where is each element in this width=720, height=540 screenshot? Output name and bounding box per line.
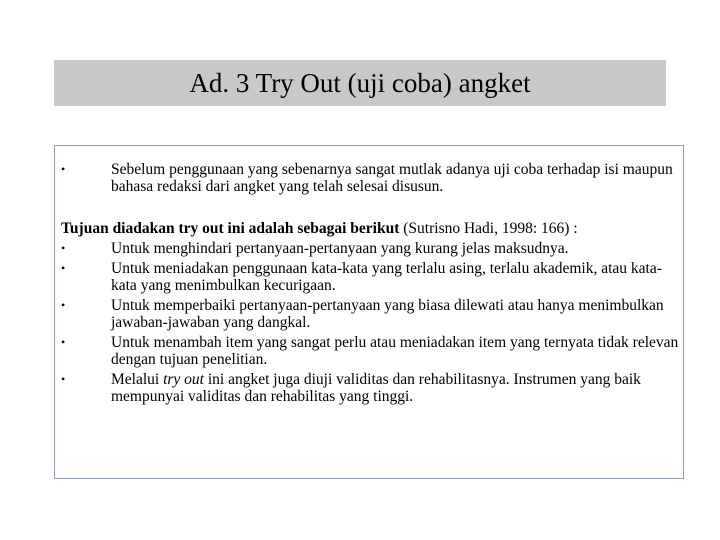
tujuan-heading bbox=[61, 220, 681, 237]
bullet-icon: • bbox=[61, 162, 66, 176]
tujuan-heading-citation: (Sutrisno Hadi, 1998: 166) : bbox=[399, 220, 578, 237]
list-item-text bbox=[111, 371, 681, 405]
list-item bbox=[61, 371, 681, 405]
content-box bbox=[54, 145, 684, 479]
list-item-text: Untuk menghindari pertanyaan-pertanyaan yang kurang jelas maksudnya. bbox=[111, 240, 569, 257]
bullet-icon: • bbox=[61, 372, 66, 386]
bullet-icon: • bbox=[61, 298, 66, 312]
intro-text: Sebelum penggunaan yang sebenarnya sangat mutlak adanya uji coba terhadap isi maupun bahasa redaksi dari angket yang telah selesai disusun. bbox=[111, 161, 673, 195]
intro-paragraph bbox=[61, 161, 679, 195]
last-item-italic: try out bbox=[163, 371, 204, 388]
list-item bbox=[61, 297, 681, 331]
bullet-icon: • bbox=[61, 241, 66, 255]
tujuan-heading-bold: Tujuan diadakan try out ini adalah sebagai berikut bbox=[61, 220, 400, 237]
list-item-text: Untuk memperbaiki pertanyaan-pertanyaan yang biasa dilewati atau hanya menimbulkan jawaban-jawaban yang dangkal. bbox=[111, 297, 664, 331]
last-item-suffix: ini angket juga diuji validitas dan rehabilitasnya. Instrumen yang baik mempunyai validitas dan rehabilitas yang tinggi. bbox=[111, 371, 641, 405]
intro-item bbox=[61, 161, 679, 195]
list-item bbox=[61, 260, 681, 294]
list-item bbox=[61, 240, 681, 257]
bullet-icon: • bbox=[61, 335, 66, 349]
tujuan-section bbox=[61, 220, 681, 408]
list-item-text: Untuk meniadakan penggunaan kata-kata yang terlalu asing, terlalu akademik, atau kata-kata yang menimbulkan kecurigaan. bbox=[111, 260, 662, 294]
list-item-text: Untuk menambah item yang sangat perlu atau meniadakan item yang ternyata tidak relevan dengan tujuan penelitian. bbox=[111, 334, 679, 368]
list-item bbox=[61, 334, 681, 368]
slide-title: Ad. 3 Try Out (uji coba) angket bbox=[189, 67, 531, 98]
last-item-prefix: Melalui bbox=[111, 371, 164, 388]
title-bar bbox=[54, 60, 666, 106]
tujuan-list bbox=[61, 240, 681, 405]
bullet-icon: • bbox=[61, 261, 66, 275]
